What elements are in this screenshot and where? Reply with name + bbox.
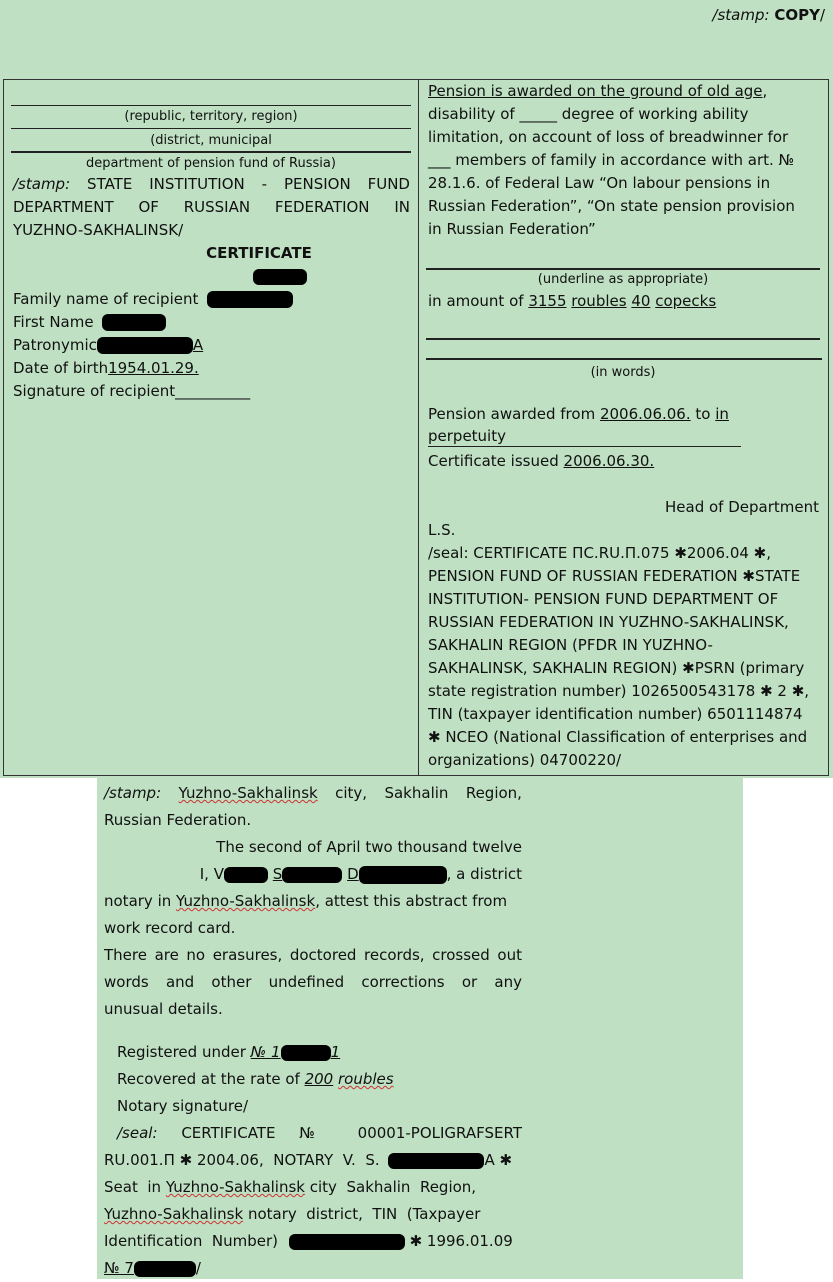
word: There	[104, 946, 147, 964]
seal-line: TIN (taxpayer identification number) 6501114874	[428, 705, 803, 723]
stamp-line-2	[13, 196, 410, 219]
redaction	[282, 867, 342, 883]
seal-text: Identification Number)	[104, 1232, 278, 1250]
date-line: The second of April two thousand twelve	[216, 838, 522, 856]
certificate-title: CERTIFICATE	[206, 244, 312, 262]
notary-stamp-line	[104, 780, 522, 807]
stamp-word: RUSSIAN	[183, 198, 251, 216]
no-erasures-line-3: unusual details.	[104, 1000, 223, 1018]
line-words-2	[426, 358, 822, 360]
word: or	[461, 973, 478, 991]
seal-text: A ✱	[484, 1151, 513, 1169]
seal-line: PENSION FUND OF RUSSIAN FEDERATION ✱STATE	[428, 567, 801, 585]
redaction	[102, 314, 166, 331]
seal-line-6	[104, 1255, 522, 1282]
awarded-from-row	[428, 403, 729, 426]
word: no	[186, 946, 206, 964]
redaction	[388, 1153, 484, 1169]
text: notary in	[104, 892, 172, 910]
caption-department: department of pension fund of Russia)	[86, 156, 336, 171]
word: corrections	[361, 973, 445, 991]
notary-certification	[104, 780, 522, 1282]
seal-word: CERTIFICATE	[181, 1124, 276, 1142]
notary-i: I,	[199, 865, 209, 883]
amount-copecks: 40	[631, 292, 651, 310]
ls-label: L.S.	[428, 521, 456, 539]
registered-label: Registered under	[117, 1043, 246, 1061]
amount-copecks-unit: copecks	[655, 292, 717, 310]
seal-line-1	[104, 1120, 522, 1147]
word: words	[104, 973, 149, 991]
seal-line-4	[104, 1201, 522, 1228]
redaction	[224, 867, 268, 883]
awarded-from-value: 2006.06.06.	[599, 405, 691, 423]
stamp-word: INSTITUTION	[149, 175, 245, 193]
seal-city: Yuzhno-Sakhalinsk	[104, 1205, 244, 1223]
issued-label: Certificate issued	[428, 452, 559, 470]
dob-value: 1954.01.29.	[108, 359, 199, 377]
seal-text: Seat in	[104, 1178, 162, 1196]
word: erasures,	[212, 946, 283, 964]
no-erasures-line-2	[104, 969, 522, 996]
award-line: Russian Federation”, “On state pension provision	[428, 197, 795, 215]
seal-line: state registration number) 1026500543178 ✱ 2 ✱,	[428, 682, 810, 700]
comma: ,	[762, 82, 768, 100]
notary-signature: Notary signature/	[117, 1097, 248, 1115]
first-name-label: First Name	[13, 313, 94, 331]
right-column-body	[428, 79, 820, 241]
stamp-line-1	[13, 173, 410, 196]
dob-row	[13, 357, 410, 380]
line-region	[11, 105, 411, 106]
seal-line: /seal: CERTIFICATE ПС.RU.П.075 ✱2006.04 ✱,	[428, 544, 772, 562]
caption-district: (district, municipal	[150, 133, 272, 148]
redaction	[207, 291, 293, 308]
text: , attest this abstract from	[315, 892, 508, 910]
seal-text: RU.001.П ✱ 2004.06, NOTARY V. S.	[104, 1151, 380, 1169]
stamp-word: Sakhalin	[384, 784, 449, 802]
notary-name-line	[104, 861, 522, 888]
amount-roubles-unit: roubles	[571, 292, 627, 310]
stamp-copy	[712, 6, 825, 24]
signature-label: Signature of recipient	[13, 382, 176, 400]
word: any	[494, 973, 522, 991]
signature-blank: __________	[175, 382, 251, 400]
first-name-row	[13, 311, 410, 334]
stamp-word: -	[261, 175, 268, 193]
caption-in-words: (in words)	[590, 365, 656, 380]
amount-roubles: 3155	[528, 292, 567, 310]
left-column-body	[13, 173, 410, 403]
line-department	[11, 151, 411, 153]
patronymic-label: Patronymic	[13, 336, 97, 354]
stamp-copy-value: COPY	[774, 6, 820, 24]
award-line: ___ members of family in accordance with art. №	[428, 151, 795, 169]
redaction	[289, 1234, 405, 1250]
family-name-row	[13, 288, 410, 311]
perpetuity-row	[428, 426, 741, 447]
patronymic-row	[13, 334, 410, 357]
seal-text: notary district, TIN (Taxpayer	[247, 1205, 481, 1223]
issued-row	[428, 450, 654, 473]
seal-line-2	[104, 1147, 522, 1174]
family-name-label: Family name of recipient	[13, 290, 199, 308]
seal-text: city Sakhalin Region,	[309, 1178, 477, 1196]
redaction	[281, 1045, 331, 1061]
stamp-word: city,	[335, 784, 368, 802]
redaction	[97, 337, 193, 354]
issued-value: 2006.06.30.	[563, 452, 655, 470]
seal-text	[428, 542, 820, 772]
patronymic-tail: A	[192, 336, 204, 354]
spacer	[104, 1023, 522, 1039]
amount-label: in amount of	[428, 292, 524, 310]
head-of-department: Head of Department	[665, 498, 819, 516]
dob-label: Date of birth	[13, 359, 109, 377]
redaction	[253, 269, 307, 285]
recovered-label: Recovered at the rate of	[117, 1070, 300, 1088]
notary-initial: V	[213, 865, 224, 883]
amount-row	[428, 290, 716, 313]
award-line-1	[428, 80, 820, 103]
word: crossed	[432, 946, 490, 964]
notary-initial: D	[347, 865, 359, 883]
stamp-word: STATE	[87, 175, 133, 193]
award-line: disability of _____ degree of working ability	[428, 105, 749, 123]
stamp-word: FEDERATION	[274, 198, 370, 216]
notary-initial: S	[272, 865, 283, 883]
to-value-perpetuity: perpetuity	[428, 427, 506, 445]
line-district	[11, 128, 411, 129]
award-ground: Pension is awarded on the ground of old age	[428, 82, 763, 100]
stamp-word: IN	[394, 198, 410, 216]
stamp-copy-prefix: /stamp:	[712, 6, 770, 24]
award-line: 28.1.6. of Federal Law “On labour pensions in	[428, 174, 771, 192]
seal-word: 00001-POLIGRAFSERT	[357, 1124, 522, 1142]
redaction	[134, 1261, 196, 1277]
seal-line: ✱ NCEO (National Classification of enterprises and	[428, 728, 808, 746]
stamp-copy-suffix: /	[819, 6, 825, 24]
to-label: to	[695, 405, 711, 423]
seal-number: № 7	[104, 1259, 134, 1277]
recovered-unit: roubles	[338, 1070, 394, 1088]
caption-region: (republic, territory, region)	[124, 109, 298, 124]
seal-text: ✱ 1996.01.09	[409, 1232, 513, 1250]
stamp-word: FUND	[367, 175, 410, 193]
stamp-word: Region,	[465, 784, 522, 802]
line-words-1	[426, 338, 820, 340]
award-line: limitation, on account of loss of breadwinner for	[428, 128, 789, 146]
caption-underline: (underline as appropriate)	[537, 272, 709, 287]
country-line: Russian Federation.	[104, 811, 252, 829]
recovered-amount: 200	[304, 1070, 334, 1088]
recovered-line	[104, 1066, 522, 1093]
column-divider	[418, 79, 419, 776]
word: undefined	[268, 973, 345, 991]
stamp-word: DEPARTMENT	[13, 198, 114, 216]
word: are	[154, 946, 179, 964]
word: doctored	[289, 946, 357, 964]
signature-row	[13, 380, 410, 403]
seal-line: organizations) 04700220/	[428, 751, 622, 769]
stamp-word: PENSION	[283, 175, 351, 193]
registered-tail: 1	[330, 1043, 341, 1061]
line-underline-as-appropriate	[426, 268, 820, 270]
stamp-line-3: YUZHNO-SAKHALINSK/	[13, 221, 184, 239]
word: out	[497, 946, 522, 964]
seal-line: SAKHALINSK, SAKHALIN REGION) ✱PSRN (primary	[428, 659, 805, 677]
work-record-line: work record card.	[104, 919, 236, 937]
word: and	[165, 973, 195, 991]
notary-city: Yuzhno-Sakhalinsk	[176, 892, 316, 910]
registered-number: № 1	[250, 1043, 281, 1061]
stamp-intro: /stamp:	[13, 175, 71, 193]
seal-text: /	[195, 1259, 201, 1277]
stamp-word: OF	[138, 198, 159, 216]
no-erasures-line-1	[104, 942, 522, 969]
word: records,	[364, 946, 425, 964]
stamp-word: Yuzhno-Sakhalinsk	[178, 784, 318, 802]
notary-attest-line	[104, 888, 522, 915]
seal-line: SAKHALIN REGION (PFDR IN YUZHNO-	[428, 636, 713, 654]
stamp-word: /stamp:	[104, 784, 162, 802]
registered-line	[104, 1039, 522, 1066]
seal-line: INSTITUTION- PENSION FUND DEPARTMENT OF	[428, 590, 779, 608]
seal-word: №	[299, 1124, 334, 1142]
seal-word: /seal:	[117, 1124, 158, 1142]
seal-city: Yuzhno-Sakhalinsk	[165, 1178, 305, 1196]
certificate-number-row	[13, 265, 410, 288]
notary-tail: , a district	[446, 865, 522, 883]
to-value-in: in	[715, 405, 729, 423]
seal-line: RUSSIAN FEDERATION IN YUZHNO-SAKHALINSK,	[428, 613, 789, 631]
seal-line-3	[104, 1174, 522, 1201]
word: other	[211, 973, 252, 991]
award-line: in Russian Federation”	[428, 220, 596, 238]
awarded-from-label: Pension awarded from	[428, 405, 596, 423]
redaction	[359, 866, 447, 884]
seal-line-5	[104, 1228, 522, 1255]
